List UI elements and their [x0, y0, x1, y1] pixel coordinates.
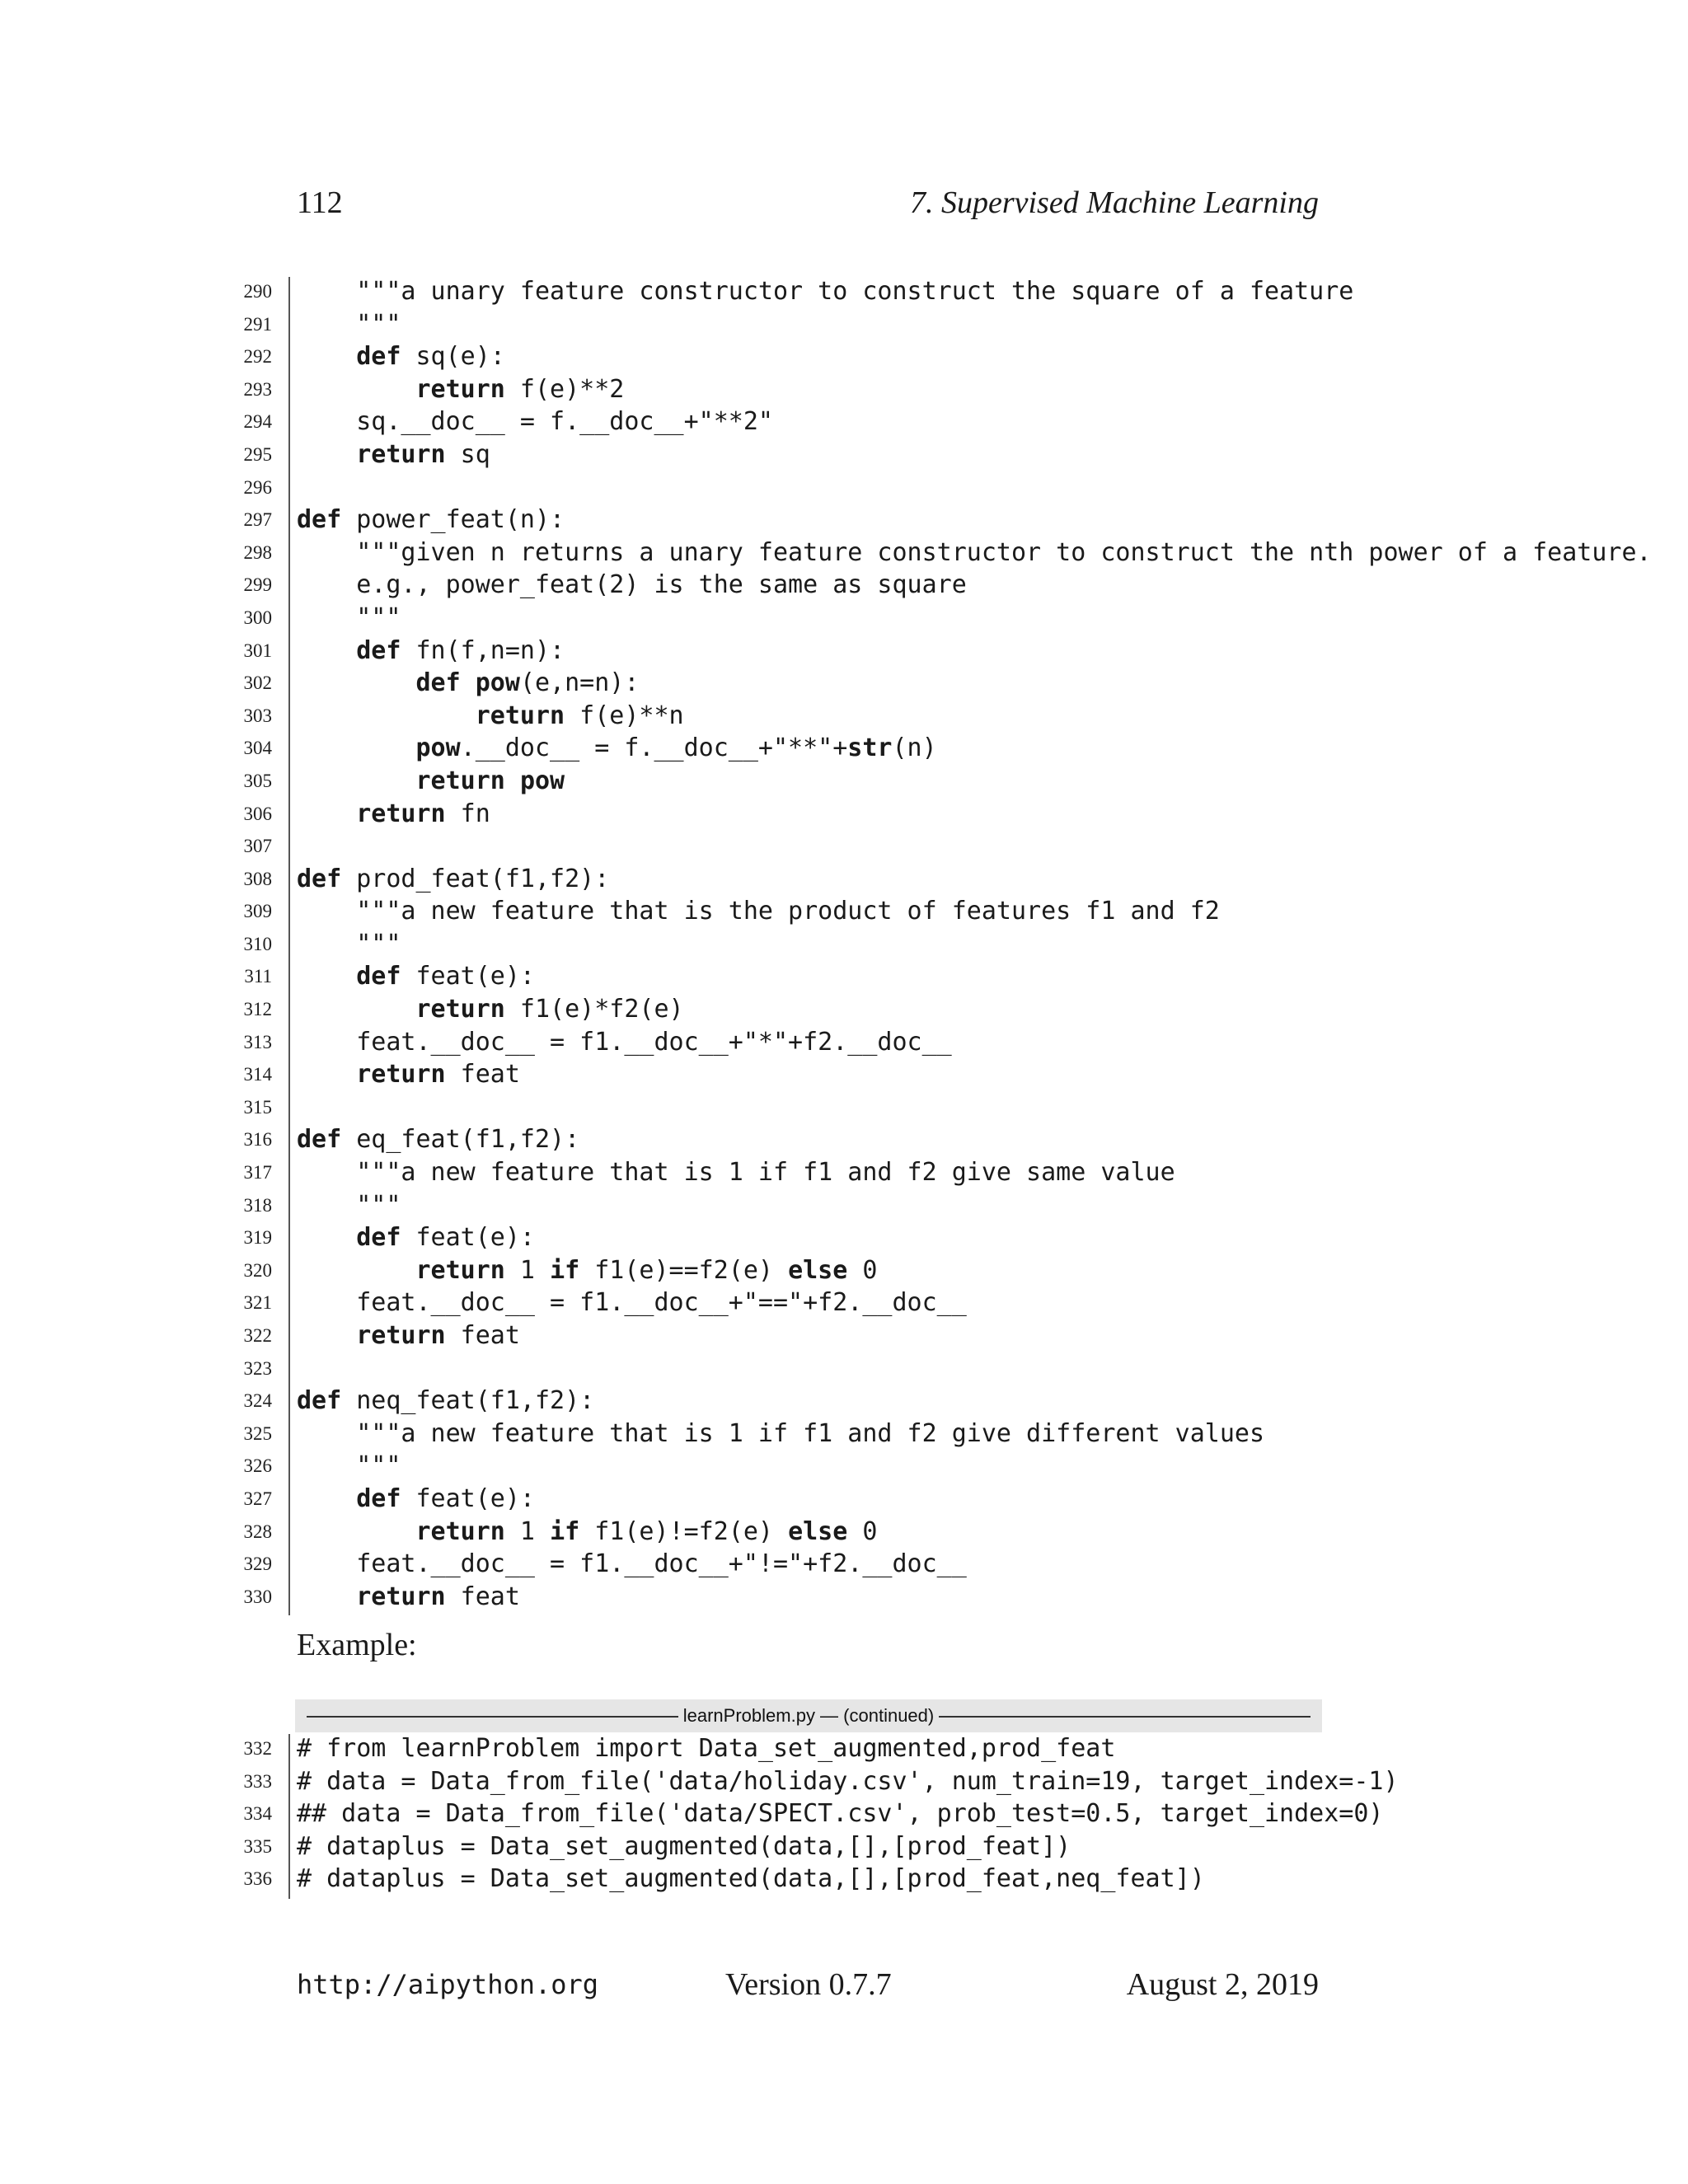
code-text [297, 1797, 1384, 1830]
code-keyword: def [297, 1125, 342, 1155]
code-fragment [297, 1484, 356, 1513]
line-number: 301 [243, 640, 272, 661]
code-keyword: return [356, 799, 446, 828]
code-line [0, 569, 1688, 602]
file-banner [295, 1699, 1322, 1732]
code-text [297, 308, 401, 341]
code-text [297, 504, 565, 537]
code-fragment: prod_feat(f1,f2): [341, 864, 610, 893]
code-line [0, 993, 1688, 1026]
line-number: 324 [243, 1390, 272, 1412]
code-keyword: return [415, 374, 505, 404]
code-fragment: """ [297, 929, 401, 958]
code-fragment: feat [445, 1321, 520, 1350]
code-line [0, 635, 1688, 668]
code-text [297, 537, 1652, 569]
code-fragment [297, 962, 356, 991]
line-number: 300 [243, 607, 272, 628]
code-line [0, 1286, 1688, 1319]
code-line [0, 863, 1688, 896]
code-fragment: sq(e): [401, 342, 505, 372]
code-line [0, 1123, 1688, 1156]
code-fragment: (e,n=n): [519, 668, 640, 698]
code-fragment [297, 733, 416, 762]
code-text [297, 602, 401, 635]
code-text [297, 1058, 520, 1091]
line-number: 296 [243, 476, 272, 498]
line-number: 309 [243, 901, 272, 922]
code-line [0, 308, 1688, 341]
code-fragment: """ [297, 1451, 401, 1481]
code-text [297, 275, 1353, 308]
line-number: 323 [243, 1357, 272, 1379]
code-fragment: 0 [847, 1255, 878, 1285]
line-number: 294 [243, 411, 272, 433]
code-line [0, 928, 1688, 961]
line-number: 291 [243, 313, 272, 335]
code-fragment: # dataplus = Data_set_augmented(data,[],[prod_feat]) [297, 1831, 1071, 1861]
code-keyword: pow [475, 668, 520, 698]
code-text [297, 1830, 1071, 1863]
code-listing [0, 275, 1688, 1613]
line-number: 333 [243, 1770, 272, 1792]
code-text [297, 798, 490, 831]
line-number: 313 [243, 1031, 272, 1052]
footer-version: Version 0.7.7 [725, 1967, 892, 2002]
code-fragment: """a new feature that is the product of features f1 and f2 [297, 897, 1220, 926]
code-text [297, 438, 490, 471]
line-number: 302 [243, 673, 272, 694]
code-keyword: str [847, 733, 893, 763]
code-fragment [297, 375, 416, 404]
code-line [0, 1091, 1688, 1124]
code-keyword: else [788, 1516, 848, 1546]
code-fragment [297, 701, 476, 730]
code-keyword: def [356, 1483, 401, 1513]
code-keyword: return [415, 995, 505, 1024]
code-fragment: sq.__doc__ = f.__doc__+"**2" [297, 407, 773, 437]
code-text [297, 1516, 877, 1549]
code-line [0, 373, 1688, 406]
code-fragment: feat [445, 1060, 520, 1090]
code-fragment: """a new feature that is 1 if f1 and f2 give different values [297, 1418, 1264, 1448]
code-fragment: f1(e)*f2(e) [504, 995, 684, 1024]
code-keyword: def [356, 635, 401, 665]
code-line [0, 1581, 1688, 1614]
code-keyword: return [415, 766, 505, 795]
code-fragment: # data = Data_from_file('data/holiday.csv', num_train=19, target_index=-1) [297, 1766, 1399, 1796]
code-line [0, 1516, 1688, 1549]
code-text [297, 340, 505, 373]
code-line [0, 830, 1688, 863]
code-fragment [297, 342, 356, 371]
code-fragment: # from learnProblem import Data_set_augmented,prod_feat [297, 1734, 1116, 1763]
code-keyword: if [550, 1516, 580, 1546]
code-text [297, 1156, 1175, 1189]
code-fragment [297, 995, 416, 1024]
line-number: 295 [243, 443, 272, 465]
line-number: 314 [243, 1064, 272, 1085]
code-line [0, 275, 1688, 308]
code-line [0, 1450, 1688, 1483]
code-line [0, 504, 1688, 537]
code-text [297, 1254, 877, 1287]
code-line [0, 1254, 1688, 1287]
code-line [0, 1418, 1688, 1451]
code-fragment: feat.__doc__ = f1.__doc__+"*"+f2.__doc__ [297, 1027, 952, 1057]
code-keyword: pow [415, 733, 461, 763]
line-number: 308 [243, 868, 272, 889]
code-keyword: def [297, 864, 342, 893]
code-text [297, 732, 937, 765]
code-text [297, 960, 535, 993]
code-fragment [297, 668, 416, 697]
code-line [0, 765, 1688, 798]
code-fragment: (n) [892, 733, 937, 763]
code-line [0, 732, 1688, 765]
chapter-title: 7. Supervised Machine Learning [909, 185, 1319, 220]
code-fragment: feat(e): [401, 1483, 535, 1513]
line-number: 336 [243, 1868, 272, 1890]
code-text [297, 700, 684, 733]
code-line [0, 1483, 1688, 1516]
code-fragment: feat(e): [401, 962, 535, 991]
code-fragment [461, 668, 476, 697]
code-text [297, 895, 1220, 928]
code-line [0, 1830, 1688, 1863]
code-fragment: """ [297, 1190, 401, 1220]
code-fragment: 0 [847, 1516, 878, 1546]
line-number: 318 [243, 1194, 272, 1216]
code-line [0, 667, 1688, 700]
line-number: 307 [243, 836, 272, 857]
footer-url: http://aipython.org [297, 1969, 599, 2000]
line-number: 304 [243, 738, 272, 759]
line-number: 293 [243, 378, 272, 400]
line-number: 325 [243, 1422, 272, 1444]
line-number: 316 [243, 1129, 272, 1151]
code-keyword: def [356, 962, 401, 991]
code-fragment: feat.__doc__ = f1.__doc__+"=="+f2.__doc__ [297, 1288, 967, 1318]
code-keyword: return [415, 1516, 505, 1546]
code-fragment [297, 1060, 356, 1089]
code-text [297, 569, 967, 602]
code-text [297, 1732, 1115, 1765]
line-number: 334 [243, 1803, 272, 1825]
code-line [0, 471, 1688, 504]
code-fragment: f1(e)!=f2(e) [579, 1516, 789, 1546]
code-text [297, 1221, 535, 1254]
line-number: 315 [243, 1096, 272, 1118]
code-text [297, 405, 773, 438]
code-line [0, 1189, 1688, 1222]
code-line [0, 1026, 1688, 1059]
code-keyword: else [788, 1255, 848, 1285]
line-number: 290 [243, 281, 272, 302]
code-keyword: return [356, 439, 446, 469]
code-keyword: def [356, 342, 401, 372]
code-fragment: """a new feature that is 1 if f1 and f2 give same value [297, 1158, 1175, 1188]
line-number: 322 [243, 1325, 272, 1346]
line-number: 332 [243, 1738, 272, 1759]
example-heading: Example: [297, 1628, 417, 1662]
line-number: 292 [243, 346, 272, 368]
line-number: 319 [243, 1227, 272, 1249]
code-line [0, 700, 1688, 733]
code-fragment: """ [297, 309, 401, 339]
code-line [0, 1732, 1688, 1765]
code-text [297, 993, 684, 1026]
file-banner-label: learnProblem.py — (continued) [678, 1705, 939, 1726]
code-keyword: def [356, 1223, 401, 1253]
code-fragment: feat(e): [401, 1223, 535, 1253]
code-keyword: return [356, 1582, 446, 1611]
code-fragment: feat.__doc__ = f1.__doc__+"!="+f2.__doc__ [297, 1549, 967, 1579]
code-fragment: eq_feat(f1,f2): [341, 1125, 580, 1155]
line-number: 321 [243, 1292, 272, 1314]
code-fragment: f1(e)==f2(e) [579, 1255, 789, 1285]
code-keyword: def [415, 668, 461, 698]
code-text [297, 1286, 967, 1319]
code-fragment: fn(f,n=n): [401, 635, 565, 665]
code-text [297, 928, 401, 961]
footer-date: August 2, 2019 [1126, 1967, 1319, 2002]
code-line [0, 960, 1688, 993]
line-number: 320 [243, 1259, 272, 1281]
code-fragment: .__doc__ = f.__doc__+"**"+ [460, 733, 848, 763]
code-keyword: return [356, 1321, 446, 1350]
code-text [297, 1385, 594, 1418]
code-fragment [297, 766, 416, 795]
code-keyword: return [415, 1255, 505, 1285]
line-number: 305 [243, 770, 272, 791]
code-text [297, 1765, 1399, 1798]
code-text [297, 863, 609, 896]
code-fragment [297, 636, 356, 665]
code-text [297, 1581, 520, 1614]
line-number: 311 [244, 966, 272, 987]
code-fragment: neq_feat(f1,f2): [341, 1386, 595, 1416]
code-text [297, 1319, 520, 1352]
line-number: 329 [243, 1554, 272, 1575]
code-fragment: """given n returns a unary feature constructor to construct the nth power of a feature. [297, 537, 1652, 567]
code-fragment: """ [297, 602, 401, 632]
code-fragment [297, 1321, 356, 1350]
code-fragment: fn [445, 799, 490, 828]
code-text [297, 1026, 952, 1059]
code-line [0, 1765, 1688, 1798]
line-number: 326 [243, 1455, 272, 1477]
code-fragment [297, 1223, 356, 1252]
code-fragment [297, 1582, 356, 1611]
code-text [297, 635, 565, 668]
code-keyword: def [297, 1386, 342, 1416]
code-line [0, 438, 1688, 471]
code-fragment: feat [445, 1582, 520, 1611]
line-number: 327 [243, 1488, 272, 1509]
line-number: 306 [243, 803, 272, 824]
code-fragment: """a unary feature constructor to construct the square of a feature [297, 277, 1354, 306]
code-keyword: pow [519, 766, 565, 795]
line-number: 299 [243, 574, 272, 596]
code-text [297, 1483, 535, 1516]
code-line [0, 1156, 1688, 1189]
code-text [297, 373, 624, 406]
code-fragment: f(e)**n [565, 701, 684, 730]
line-number: 303 [243, 705, 272, 726]
code-keyword: if [550, 1255, 580, 1285]
line-number: 317 [243, 1162, 272, 1183]
line-number: 312 [243, 999, 272, 1020]
code-text [297, 1548, 967, 1581]
code-fragment: 1 [504, 1516, 551, 1546]
code-line [0, 1352, 1688, 1385]
code-fragment: e.g., power_feat(2) is the same as square [297, 570, 967, 600]
code-fragment [297, 799, 356, 828]
code-line [0, 1385, 1688, 1418]
line-number: 297 [243, 509, 272, 531]
code-text [297, 1418, 1264, 1451]
code-line [0, 340, 1688, 373]
example-code-listing [0, 1732, 1688, 1896]
code-line [0, 1548, 1688, 1581]
code-line [0, 1058, 1688, 1091]
code-fragment [297, 1256, 416, 1285]
code-line [0, 1863, 1688, 1896]
code-line [0, 1319, 1688, 1352]
code-fragment: f(e)**2 [504, 374, 625, 404]
code-text [297, 1189, 401, 1222]
code-line [0, 405, 1688, 438]
code-text [297, 1450, 401, 1483]
code-fragment: # dataplus = Data_set_augmented(data,[],[prod_feat,neq_feat]) [297, 1864, 1205, 1894]
line-number: 310 [243, 933, 272, 954]
code-keyword: return [356, 1060, 446, 1090]
code-text [297, 667, 639, 700]
code-fragment: sq [445, 439, 490, 469]
code-fragment [297, 440, 356, 469]
code-fragment [505, 766, 520, 795]
code-fragment: ## data = Data_from_file('data/SPECT.csv', prob_test=0.5, target_index=0) [297, 1799, 1384, 1829]
line-number: 298 [243, 541, 272, 563]
code-fragment [297, 1517, 416, 1546]
code-line [0, 1797, 1688, 1830]
code-line [0, 1221, 1688, 1254]
line-number: 330 [243, 1586, 272, 1607]
code-line [0, 798, 1688, 831]
code-text [297, 1123, 579, 1156]
code-line [0, 537, 1688, 569]
line-number: 328 [243, 1521, 272, 1542]
code-keyword: def [297, 505, 342, 535]
page-number: 112 [297, 185, 343, 220]
code-keyword: return [475, 701, 565, 730]
code-fragment: 1 [504, 1255, 551, 1285]
code-line [0, 602, 1688, 635]
code-fragment: power_feat(n): [341, 505, 565, 535]
code-line [0, 895, 1688, 928]
code-text [297, 765, 565, 798]
line-number: 335 [243, 1835, 272, 1857]
code-text [297, 1863, 1205, 1896]
